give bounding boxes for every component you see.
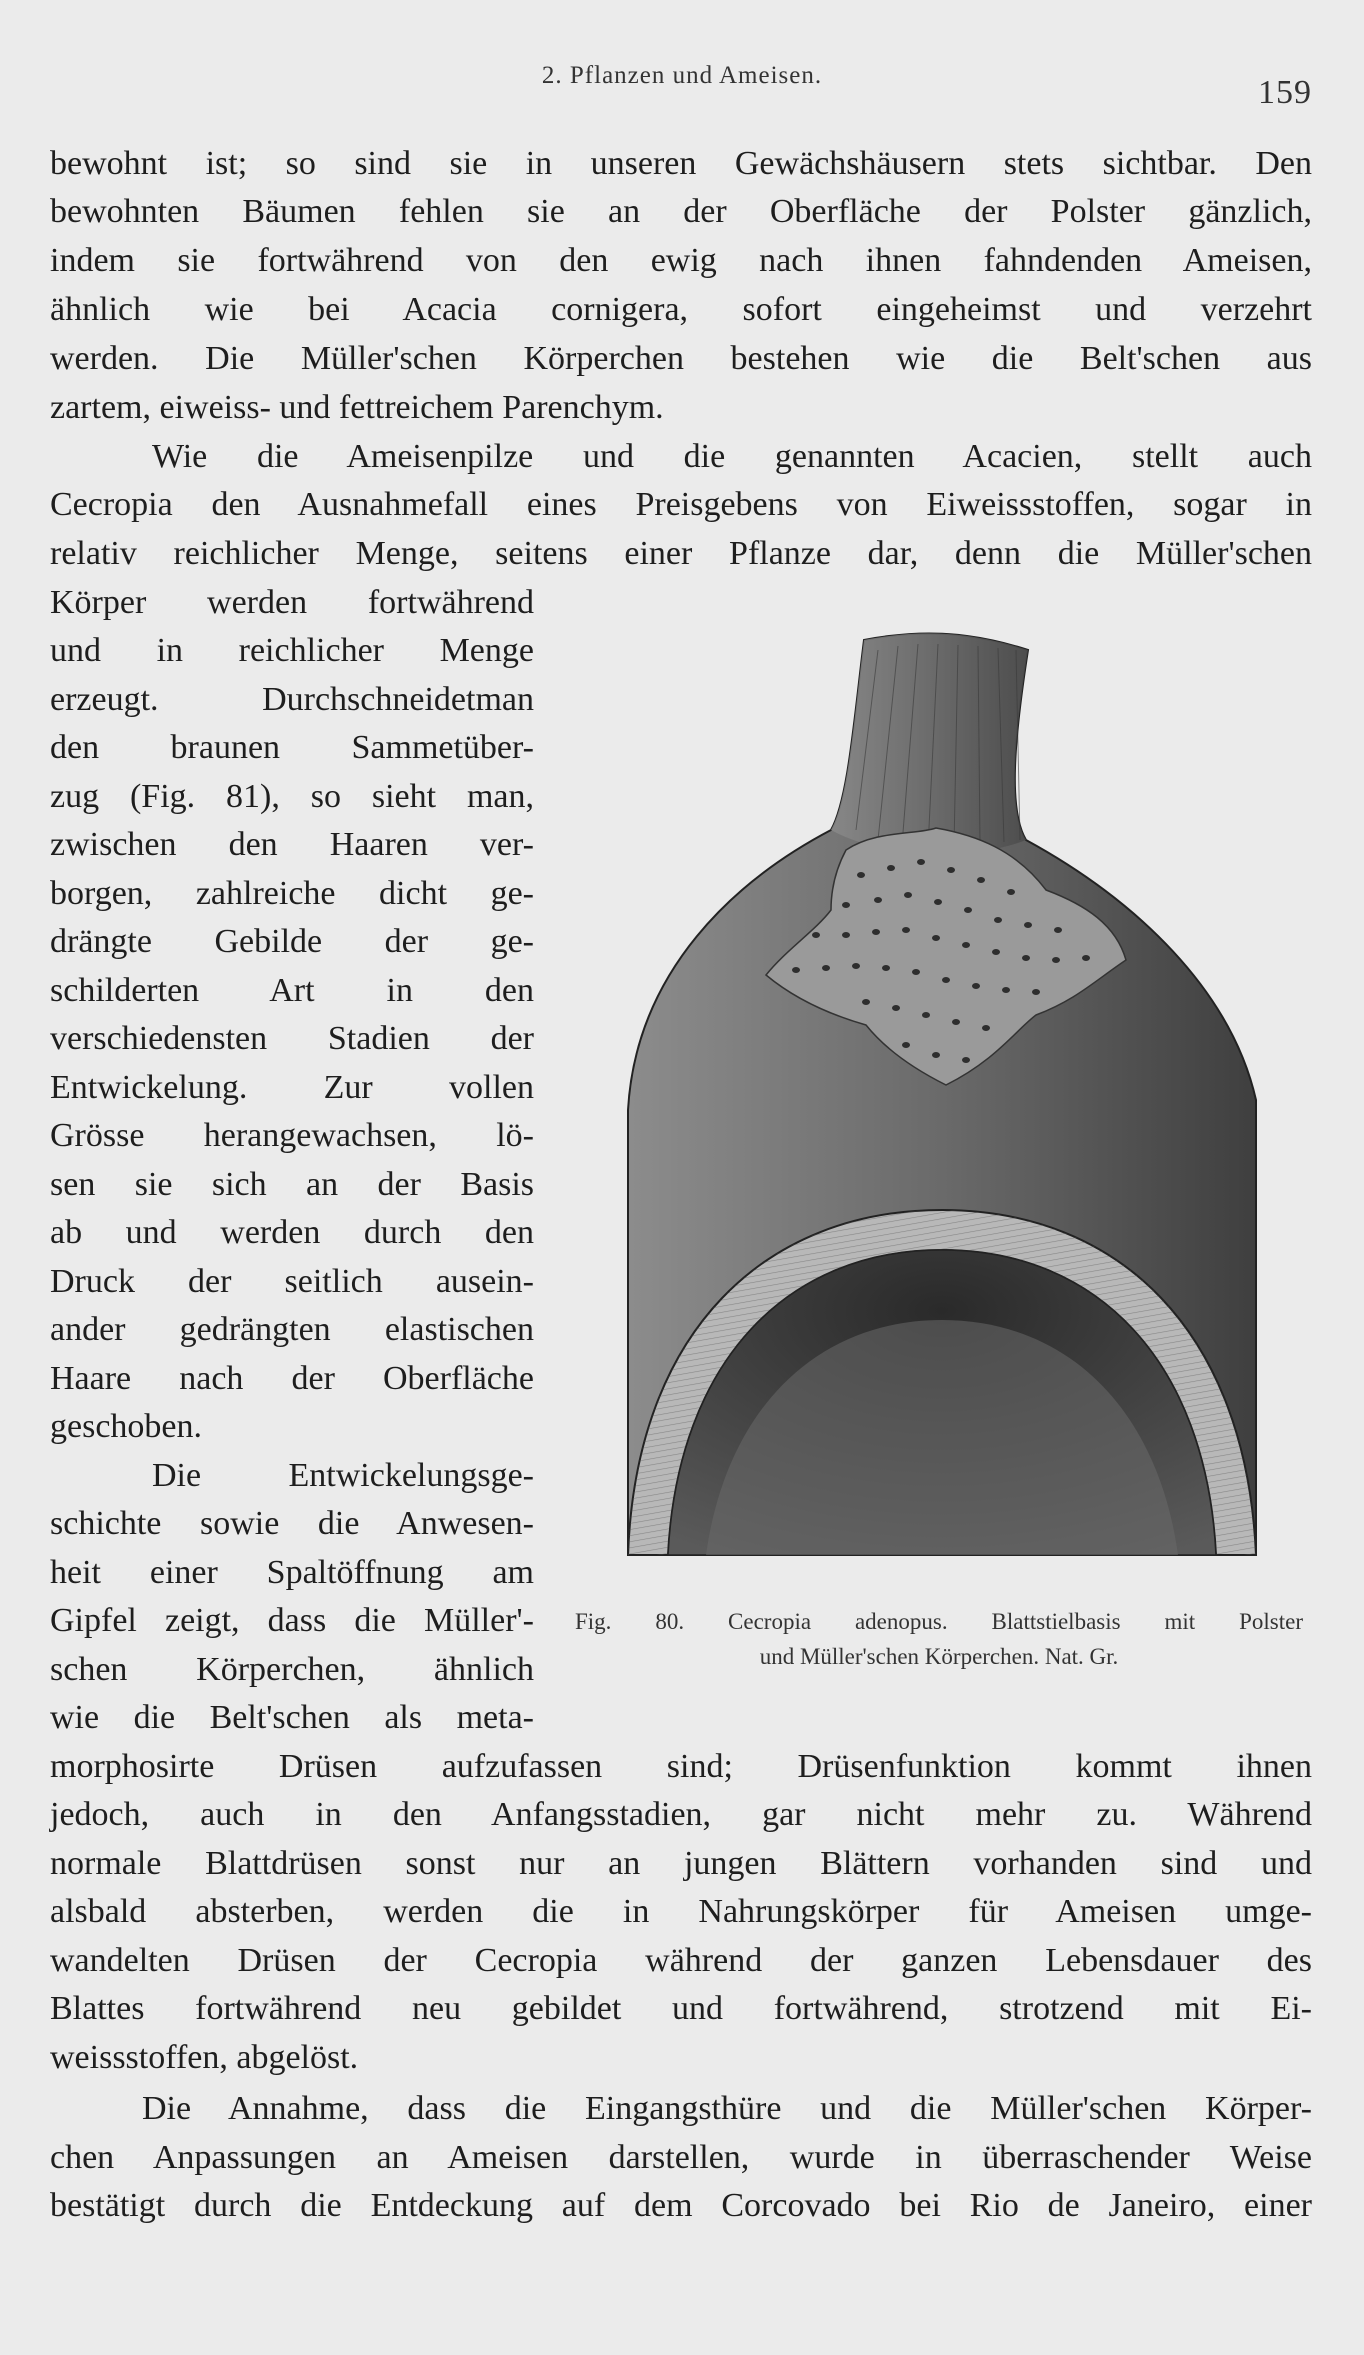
running-title: 2. Pflanzen und Ameisen. <box>541 62 823 89</box>
text-line: bestätigt durch die Entdeckung auf dem Corcovado bei Rio de Janeiro, einer <box>50 2187 1312 2224</box>
text-line: Die Entwickelungsge- <box>152 1457 534 1494</box>
text-line: verschiedensten Stadien der <box>50 1020 534 1057</box>
caption-line: Fig. 80. Cecropia adenopus. Blattstielbasis mit Polster <box>575 1609 1303 1634</box>
text-line: erzeugt. Durchschneidetman <box>50 681 534 718</box>
text-line: Die Annahme, dass die Eingangsthüre und die Müller'schen Körper- <box>142 2090 1312 2127</box>
text-line: alsbald absterben, werden die in Nahrungskörper für Ameisen umge- <box>50 1893 1312 1930</box>
text-line: wie die Belt'schen als meta- <box>50 1699 534 1736</box>
text-line: zartem, eiweiss- und fettreichem Parenchym. <box>50 389 664 426</box>
text-line: den braunen Sammetüber- <box>50 729 534 766</box>
text-line: Cecropia den Ausnahmefall eines Preisgebens von Eiweissstoffen, sogar in <box>50 486 1312 523</box>
text-line: normale Blattdrüsen sonst nur an jungen Blättern vorhanden sind und <box>50 1845 1312 1882</box>
figure-illustration <box>616 630 1266 1565</box>
text-line: Blattes fortwährend neu gebildet und fortwährend, strotzend mit Ei- <box>50 1990 1312 2027</box>
text-line: Wie die Ameisenpilze und die genannten Acacien, stellt auch <box>152 438 1312 475</box>
figure-caption <box>575 1604 1303 1674</box>
text-line: jedoch, auch in den Anfangsstadien, gar nicht mehr zu. Während <box>50 1796 1312 1833</box>
text-line: sen sie sich an der Basis <box>50 1166 534 1203</box>
text-line: Haare nach der Oberfläche <box>50 1360 534 1397</box>
text-line: heit einer Spaltöffnung am <box>50 1554 534 1591</box>
text-line: bewohnten Bäumen fehlen sie an der Oberfläche der Polster gänzlich, <box>50 193 1312 230</box>
text-line: zwischen den Haaren ver- <box>50 826 534 863</box>
text-line: indem sie fortwährend von den ewig nach ihnen fahndenden Ameisen, <box>50 242 1312 279</box>
text-line: und in reichlicher Menge <box>50 632 534 669</box>
text-line: ab und werden durch den <box>50 1214 534 1251</box>
text-line: werden. Die Müller'schen Körperchen bestehen wie die Belt'schen aus <box>50 340 1312 377</box>
text-line: Gipfel zeigt, dass die Müller'- <box>50 1602 534 1639</box>
text-line: Entwickelung. Zur vollen <box>50 1069 534 1106</box>
text-line: wandelten Drüsen der Cecropia während der ganzen Lebensdauer des <box>50 1942 1312 1979</box>
text-line: zug (Fig. 81), so sieht man, <box>50 778 534 815</box>
text-line: borgen, zahlreiche dicht ge- <box>50 875 534 912</box>
text-line: ander gedrängten elastischen <box>50 1311 534 1348</box>
text-line: schichte sowie die Anwesen- <box>50 1505 534 1542</box>
text-line: bewohnt ist; so sind sie in unseren Gewächshäusern stets sichtbar. Den <box>50 145 1312 182</box>
text-line: relativ reichlicher Menge, seitens einer Pflanze dar, denn die Müller'schen <box>50 535 1312 572</box>
text-line: drängte Gebilde der ge- <box>50 923 534 960</box>
text-line: geschoben. <box>50 1408 203 1445</box>
caption-line: und Müller'schen Körperchen. Nat. Gr. <box>759 1644 1119 1669</box>
text-line: Körper werden fortwährend <box>50 584 534 621</box>
text-line: chen Anpassungen an Ameisen darstellen, wurde in überraschender Weise <box>50 2139 1312 2176</box>
page-number: 159 <box>1258 74 1312 111</box>
text-line: schen Körperchen, ähnlich <box>50 1651 534 1688</box>
text-line: schilderten Art in den <box>50 972 534 1009</box>
text-line: Druck der seitlich ausein- <box>50 1263 534 1300</box>
text-line: Grösse herangewachsen, lö- <box>50 1117 534 1154</box>
text-line: weissstoffen, abgelöst. <box>50 2039 359 2076</box>
text-line: ähnlich wie bei Acacia cornigera, sofort eingeheimst und verzehrt <box>50 291 1312 328</box>
cecropia-petiole-drawing <box>616 630 1266 1565</box>
text-line: morphosirte Drüsen aufzufassen sind; Drüsenfunktion kommt ihnen <box>50 1748 1312 1785</box>
